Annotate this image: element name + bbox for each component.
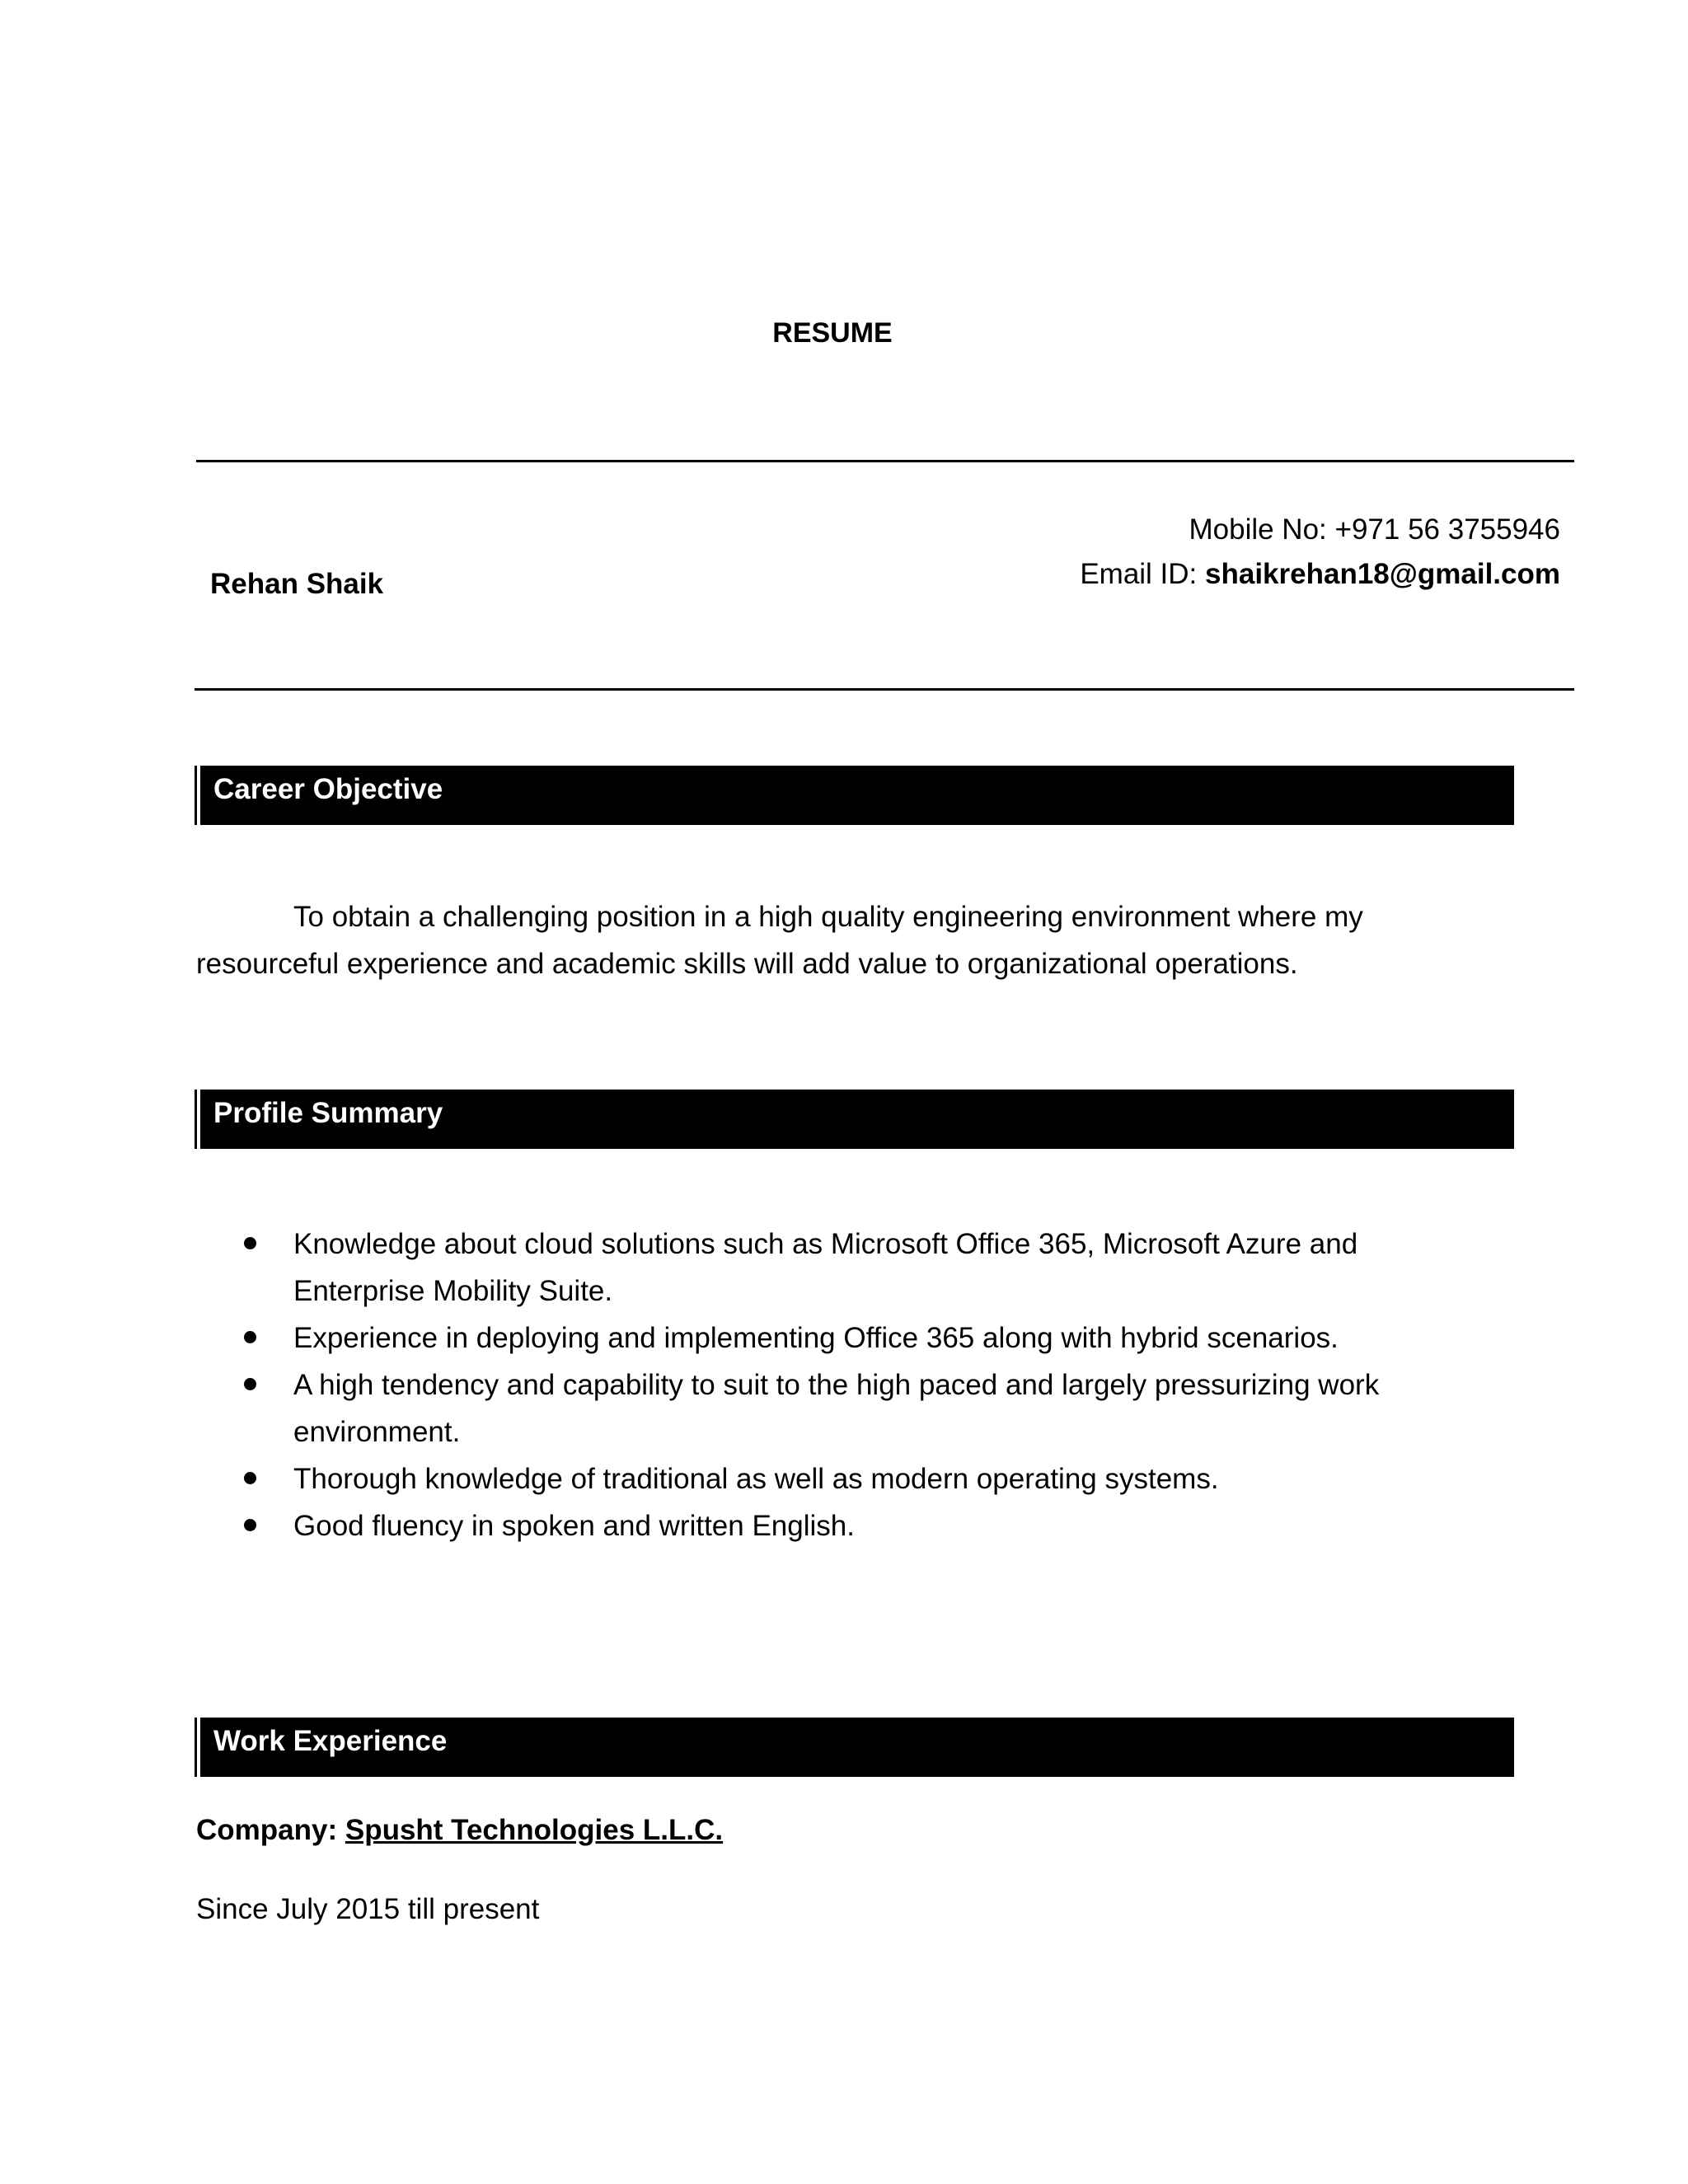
career-objective-heading-bar: [195, 766, 1514, 825]
company-name-link[interactable]: Spusht Technologies L.L.C.: [345, 1814, 724, 1846]
work-experience-heading-bar: [195, 1718, 1514, 1777]
company-label: Company:: [196, 1814, 345, 1846]
bullet-icon: [244, 1378, 256, 1390]
document-title: RESUME: [772, 317, 893, 349]
profile-summary-heading: Profile Summary: [213, 1097, 443, 1129]
top-divider: [196, 460, 1574, 462]
employment-duration: Since July 2015 till present: [196, 1893, 540, 1925]
career-objective-body: To obtain a challenging position in a high quality engineering environment where my resourceful experience and academic skills will add value to organizational operations.: [196, 901, 1363, 980]
email-value: shaikrehan18@gmail.com: [1205, 558, 1560, 590]
list-item: Thorough knowledge of traditional as well as modern operating systems.: [196, 1455, 1449, 1502]
bottom-divider: [195, 688, 1574, 691]
work-experience-heading: Work Experience: [213, 1725, 448, 1757]
bullet-icon: [244, 1237, 256, 1249]
profile-summary-heading-bar: [195, 1090, 1514, 1149]
list-item: Good fluency in spoken and written English.: [196, 1502, 1449, 1549]
list-item: Experience in deploying and implementing Office 365 along with hybrid scenarios.: [196, 1315, 1449, 1361]
candidate-name: Rehan Shaik: [210, 568, 384, 600]
company-line: [196, 1813, 723, 1848]
bullet-icon: [244, 1519, 256, 1531]
email-label: Email ID:: [1080, 558, 1206, 590]
mobile-label: Mobile No:: [1189, 513, 1335, 546]
mobile-line: [1189, 513, 1560, 547]
profile-summary-list: [196, 1221, 1449, 1549]
bullet-icon: [244, 1331, 256, 1343]
email-line: [1080, 557, 1560, 592]
mobile-value: +971 56 3755946: [1334, 513, 1560, 546]
career-objective-text: [196, 893, 1449, 987]
career-objective-heading: Career Objective: [213, 773, 443, 805]
list-item: A high tendency and capability to suit to the high paced and largely pressurizing work environment.: [196, 1361, 1449, 1455]
bullet-icon: [244, 1472, 256, 1484]
list-item: Knowledge about cloud solutions such as Microsoft Office 365, Microsoft Azure and Enterprise Mobility Suite.: [196, 1221, 1449, 1315]
